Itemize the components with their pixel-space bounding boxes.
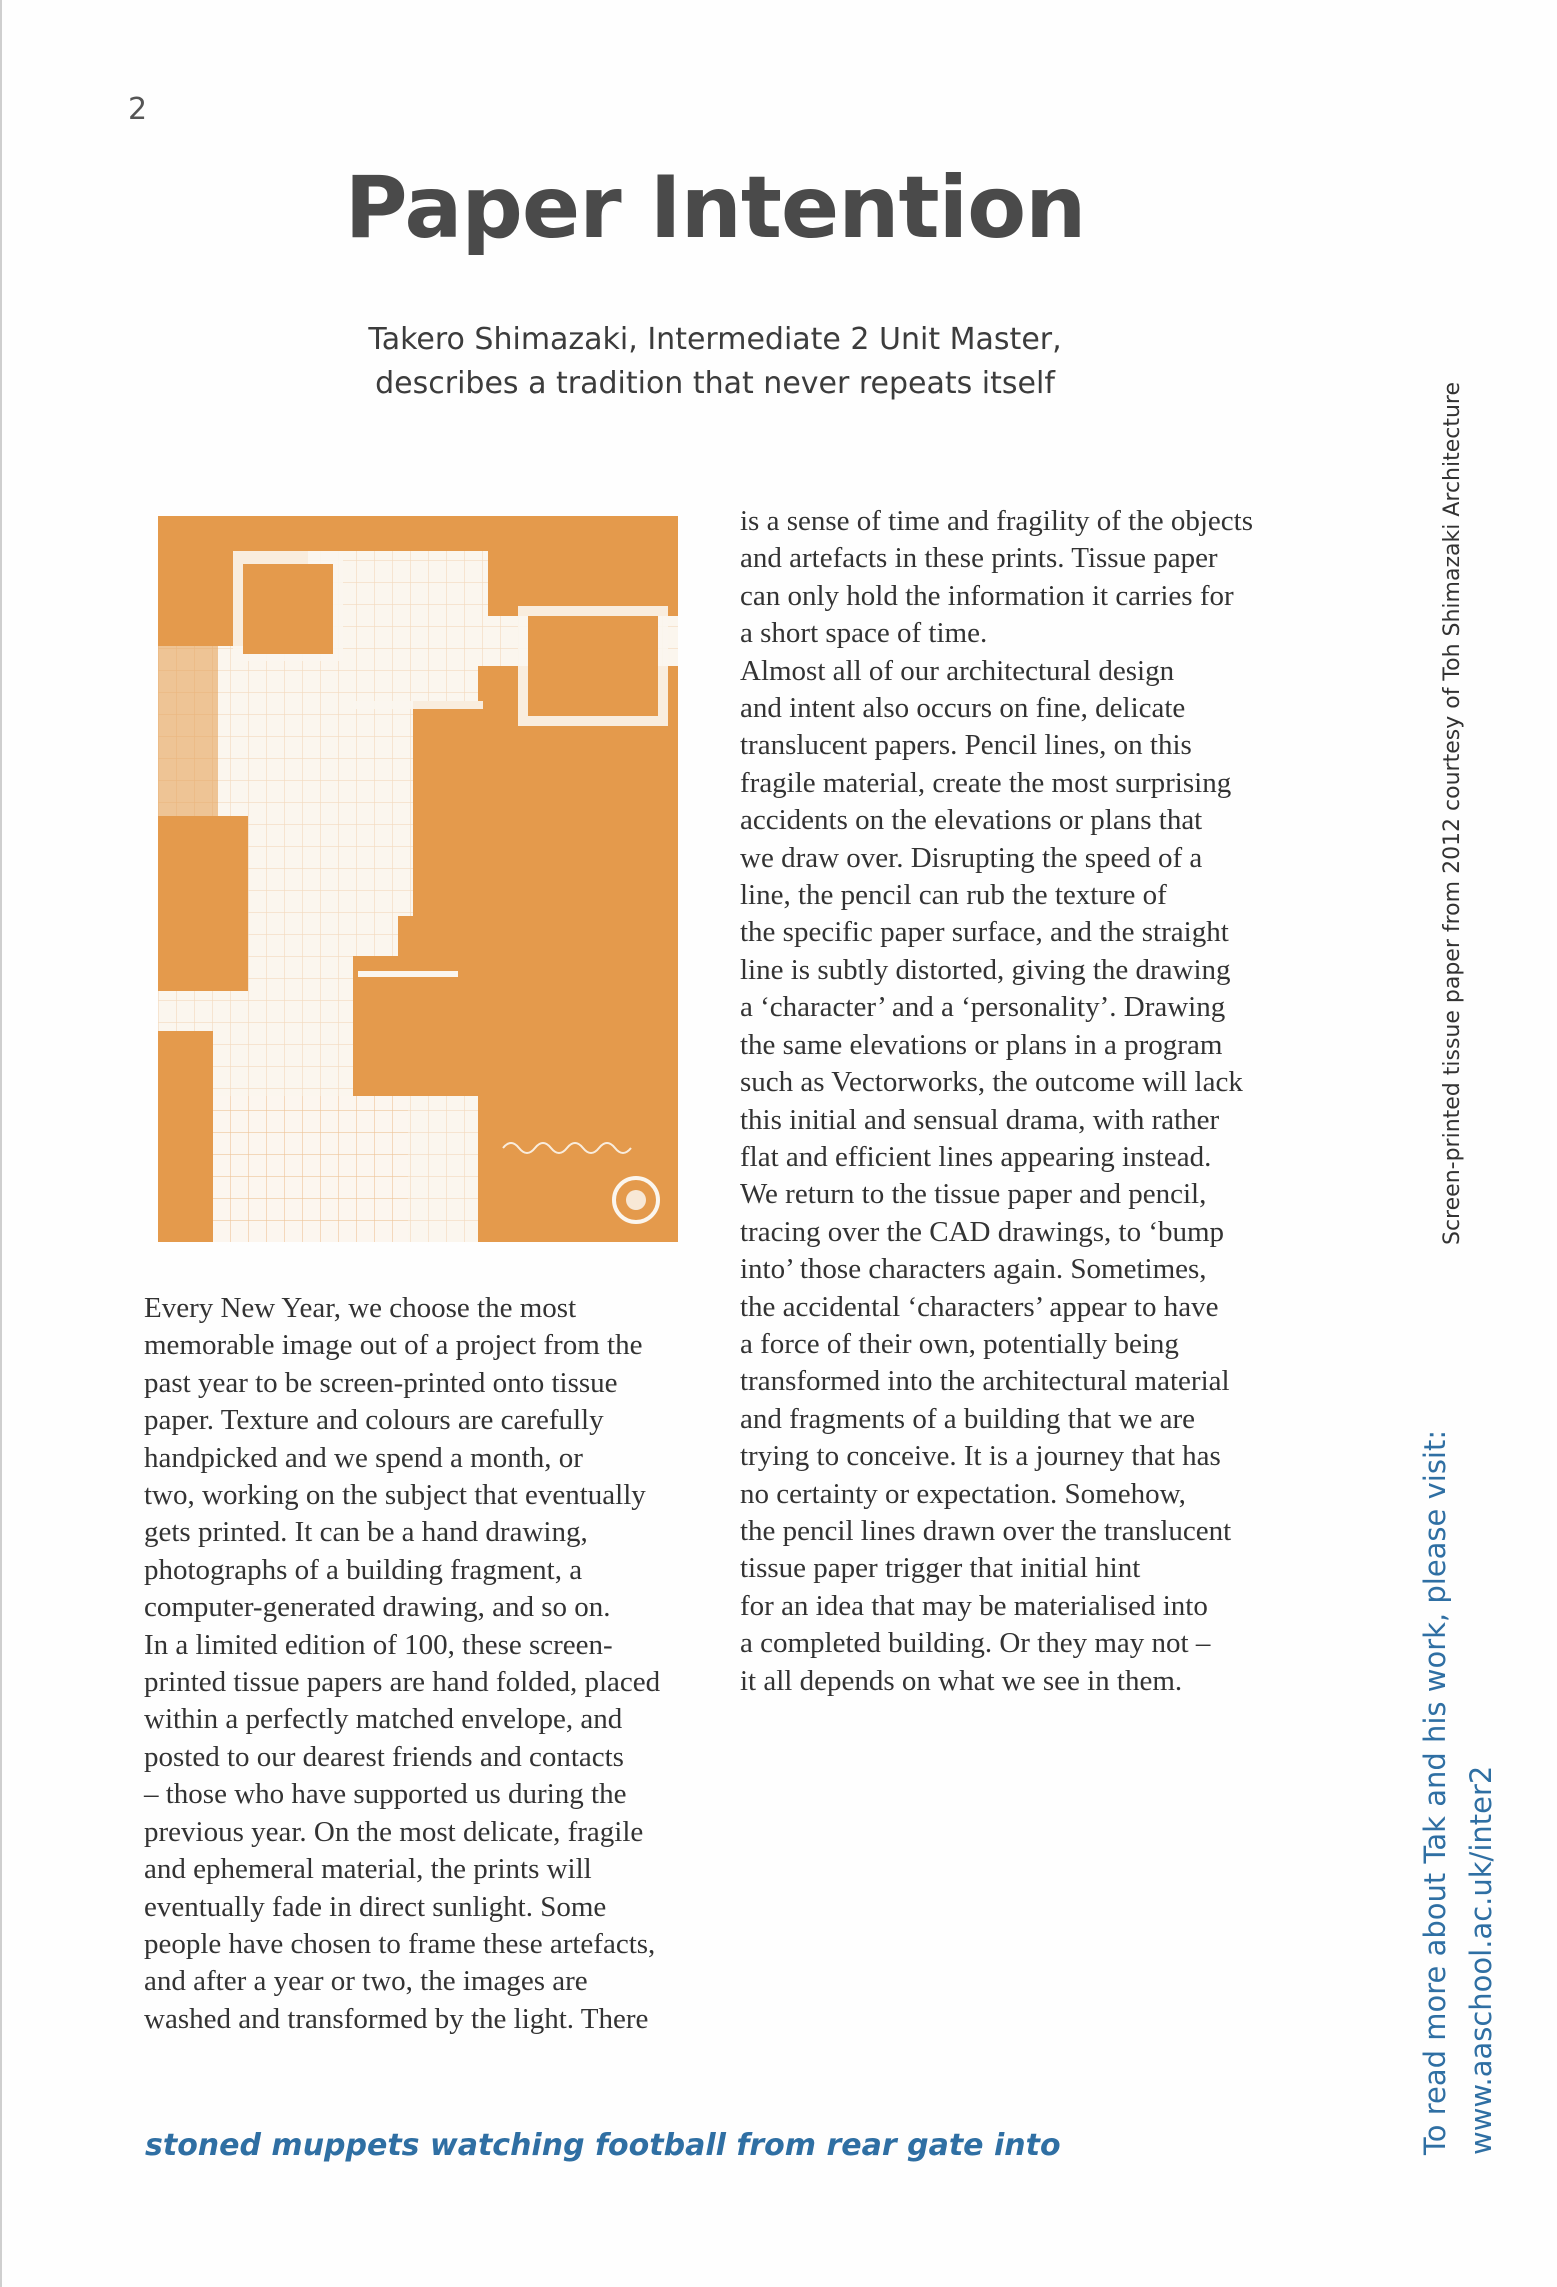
- article-column-left: Every New Year, we choose the most memorable image out of a project from the past year to be screen-printed onto tissue paper. Texture and colours are carefully handpicked and we spend a month, or two, working on the subject that eventually gets printed. It can be a hand drawing, photographs of a building fragment, a computer-generated drawing, and so on. In a limited edition of 100, these screen- printed tissue papers are hand folded, placed within a perfectly matched envelope, and posted to our dearest friends and contacts – those who have supported us during the previous year. On the most delicate, fragile and ephemeral material, the prints will eventually fade in direct sunlight. Some people have chosen to frame these artefacts, and after a year or two, the images are washed and transformed by the light. There: [144, 1292, 661, 2035]
- article-column-right: is a sense of time and fragility of the objects and artefacts in these prints. Tissue paper can only hold the information it carries for a short space of time. Almost all of our architectural design and intent also occurs on fine, delicate translucent papers. Pencil lines, on this fragile material, create the most surprising accidents on the elevations or plans that we draw over. Disrupting the speed of a line, the pencil can rub the texture of the specific paper surface, and the straight line is subtly distorted, giving the drawing a ‘character’ and a ‘personality’. Drawing the same elevations or plans in a program such as Vectorworks, the outcome will lack this initial and sensual drama, with rather flat and efficient lines appearing instead. We return to the tissue paper and pencil, tracing over the CAD drawings, to ‘bump into’ those characters again. Sometimes, the accidental ‘characters’ appear to have a force of their own, potentially being transformed into the architectural material and fragments of a building that we are trying to conceive. It is a journey that has no certainty or expectation. Somehow, the pencil lines drawn over the translucent tissue paper trigger that initial hint for an idea that may be materialised into a completed building. Or they may not – it all depends on what we see in them.: [740, 505, 1253, 1697]
- read-more-text: To read more about Tak and his work, please visit:: [1418, 1429, 1452, 2155]
- screen-printed-tissue-paper-image: [158, 516, 678, 1242]
- page-number: 2: [128, 92, 148, 127]
- footer-italic-line: stoned muppets watching football from rear gate into: [145, 2128, 1061, 2163]
- page-title: Paper Intention: [344, 158, 1086, 258]
- read-more-link[interactable]: www.aaschool.ac.uk/inter2: [1464, 1765, 1498, 2155]
- read-more-note: [1412, 1430, 1504, 2155]
- page-edge: [0, 0, 2, 2287]
- image-credit: Screen-printed tissue paper from 2012 courtesy of Toh Shimazaki Architecture: [1440, 381, 1465, 1245]
- page-subtitle: Takero Shimazaki, Intermediate 2 Unit Master, describes a tradition that never repeats itself: [368, 322, 1062, 401]
